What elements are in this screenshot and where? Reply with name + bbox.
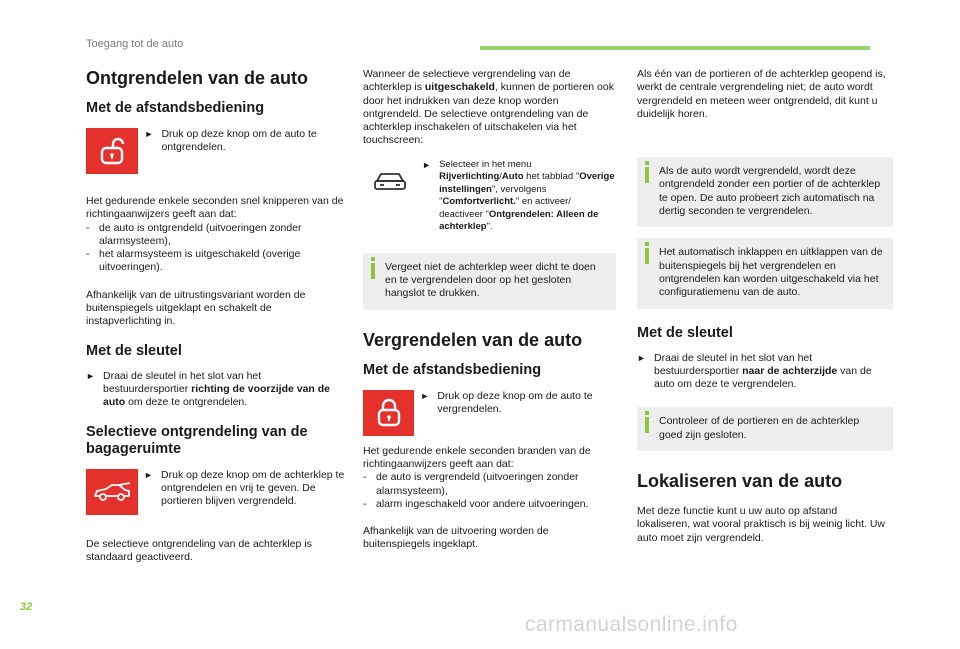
lock-title: Vergrendelen van de auto — [363, 329, 583, 350]
info-note: Het automatisch inklappen en uitklappen van de buitenspiegels bij het vergrendelen en ontgrendelen kan worden uitgeschakeld via het configuratiemenu van de auto. — [637, 238, 893, 308]
trunk-step: Druk op deze knop om de achterklep te ontgrendelen en vrij te geven. De portieren blijven vergrendeld. — [161, 468, 345, 508]
key-heading: Met de sleutel — [86, 342, 182, 359]
arrow-bullet-icon: ► — [144, 469, 153, 480]
page-number: 32 — [20, 601, 33, 613]
key-heading: Met de sleutel — [637, 324, 733, 341]
watermark: carmanualsonline.info — [525, 613, 738, 636]
car-front-icon — [363, 159, 416, 205]
mirrors-text: Afhankelijk van de uitvoering worden de buitenspiegels ingeklapt. — [363, 525, 549, 551]
list-item: - de auto is vergrendeld (uitvoeringen zonder alarmsysteem), — [363, 471, 579, 497]
unlock-step: Druk op deze knop om de auto te ontgrendelen. — [161, 128, 317, 154]
mirrors-text: Afhankelijk van de uitrustingsvariant worden de buitenspiegels uitgeklapt en schakelt de instapverlichting in. — [86, 288, 306, 328]
key-step: Draai de sleutel in het slot van het bestuurdersportier naar de achterzijde van de auto om deze te vergrendelen. — [654, 351, 872, 391]
list-item: - de auto is ontgrendeld (uitvoeringen zonder alarmsysteem), — [86, 221, 302, 247]
arrow-bullet-icon: ► — [422, 159, 431, 170]
running-header: Toegang tot de auto — [86, 38, 184, 50]
list-item: - alarm ingeschakeld voor andere uitvoeringen. — [363, 497, 589, 510]
column-2 — [363, 68, 616, 552]
arrow-bullet-icon: ► — [144, 129, 154, 139]
unlock-title: Ontgrendelen van de auto — [86, 68, 309, 88]
remote-heading: Met de afstandsbediening — [86, 100, 265, 116]
info-icon — [645, 417, 649, 433]
header-rule — [480, 46, 870, 50]
lock-padlock-icon — [363, 390, 414, 436]
locate-text: Met deze functie kunt u uw auto op afstand lokaliseren, wat vooral praktisch is bij weinig licht. Uw auto moet zijn vergrendeld. — [637, 505, 886, 544]
key-step: Draai de sleutel in het slot van het bestuurdersportier richting de voorzijde van de auto om deze te ontgrendelen. — [103, 369, 330, 409]
lock-intro: Het gedurende enkele seconden branden van de richtingaanwijzers geeft aan dat: — [363, 444, 591, 470]
selective-default: De selectieve ontgrendeling van de achterklep is standaard geactiveerd. — [86, 537, 312, 563]
car-trunk-icon — [86, 469, 138, 515]
remote-heading: Met de afstandsbediening — [363, 361, 542, 378]
info-note: Vergeet niet de achterklep weer dicht te doen en te vergrendelen door op het gesloten hangslot te drukken. — [363, 253, 616, 310]
arrow-bullet-icon: ► — [637, 352, 646, 363]
info-note: Als de auto wordt vergrendeld, wordt deze ontgrendeld zonder een portier of de achterklep te open. De auto probeert zich automatisch na dertig seconden te vergrendelen. — [637, 157, 893, 227]
info-icon — [645, 248, 649, 264]
selective-heading: Selectieve ontgrendeling van de bagageruimte — [86, 423, 308, 457]
arrow-bullet-icon: ► — [420, 390, 430, 401]
info-icon — [645, 167, 649, 183]
unlock-intro: Het gedurende enkele seconden snel knipperen van de richtingaanwijzers geeft aan dat: — [86, 195, 344, 221]
menu-instructions: Selecteer in het menu Rijverlichting/Auto het tabblad "Overige instellingen", vervolgens "Comfortverlicht." en activeer/ deactiveer "Ontgrendelen: Alleen de achterklep". — [439, 158, 615, 233]
column-1 — [86, 68, 346, 564]
info-note: Controleer of de portieren en de achterklep goed zijn gesloten. — [637, 407, 893, 451]
list-item: - het alarmsysteem is uitgeschakeld (overige uitvoeringen). — [86, 248, 301, 274]
info-icon — [371, 263, 375, 279]
central-lock-text: Als één van de portieren of de achterklep geopend is, werkt de centrale vergrendeling niet; de auto wordt vergrendeld en meteen weer ontgrendeld, dit kunt u duidelijk horen. — [637, 68, 886, 120]
deactivated-text: Wanneer de selectieve vergrendeling van de achterklep is uitgeschakeld, kunnen de portieren ook door het indrukken van deze knop worden ontgrendeld. De selectieve ontgrendeling van de achterklep inschakelen of uitschakelen via het touchscreen: — [363, 68, 614, 147]
column-3 — [637, 68, 893, 545]
arrow-bullet-icon: ► — [86, 370, 95, 381]
locate-title: Lokaliseren van de auto — [637, 471, 843, 492]
unlock-padlock-icon — [86, 128, 138, 174]
lock-step: Druk op deze knop om de auto te vergrendelen. — [437, 389, 593, 415]
